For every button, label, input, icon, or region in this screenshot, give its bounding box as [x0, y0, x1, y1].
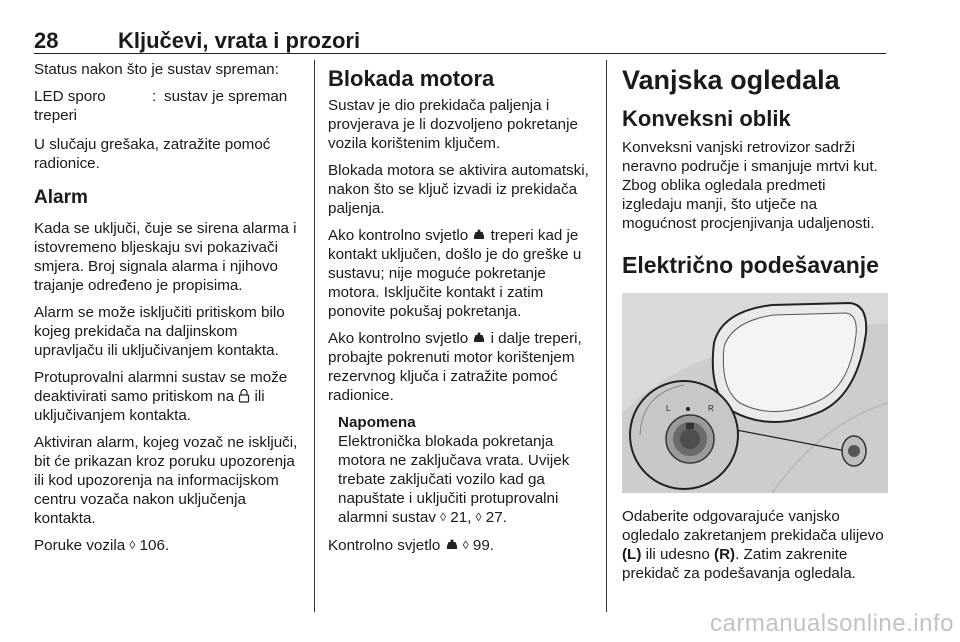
note-box [338, 413, 592, 528]
immobiliser-icon [445, 539, 459, 551]
switch-label-right: R [708, 404, 714, 413]
text-run-bold: (R) [714, 546, 736, 563]
page-header [34, 28, 886, 54]
page-reference-number[interactable]: 27. [481, 509, 507, 526]
text-run: Ako kontrolno svjetlo [328, 227, 473, 244]
section-heading-alarm: Alarm [34, 187, 88, 208]
column-left [34, 60, 302, 564]
text-run: ili uključivanjem kontakta. [34, 388, 265, 424]
text-run: Elektronička blokada pokretanja motora ne zaključava vrata. Uvijek trebate zaključati vozilo kad ga napuštate i uključiti protuprovalni alarmni sustav [338, 433, 570, 526]
mirror-switch-drawing [622, 293, 888, 493]
page-reference-icon[interactable]: ◊ [440, 510, 447, 524]
page-reference-number[interactable]: 106. [135, 537, 170, 554]
definition-description: sustav je spreman [164, 88, 288, 105]
column-divider [606, 60, 607, 612]
page-reference-icon[interactable]: ◊ [129, 538, 136, 552]
column-right [622, 60, 888, 591]
paragraph: Konveksni vanjski retrovizor sadrži neravno područje i smanjuje mrtvi kut. Zbog oblika ogledala predmeti izgledaju manji, što utječe na mogućnost procjenjivanja udaljenosti. [622, 139, 878, 232]
section-heading-blokada: Blokada motora [328, 66, 495, 91]
text-run: ili udesno [641, 546, 715, 563]
page-reference-icon[interactable]: ◊ [462, 538, 469, 552]
column-middle [328, 60, 592, 564]
switch-label-left: L [666, 404, 671, 413]
text-run: Ako kontrolno svjetlo [328, 330, 473, 347]
lock-icon [238, 388, 250, 403]
paragraph [34, 368, 302, 425]
text-run: Odaberite odgovarajuće vanjsko ogledalo zakretanjem prekidača ulijevo [622, 508, 884, 544]
paragraph: Alarm se može isključiti pritiskom bilo kojeg prekidača na daljinskom upravljaču ili uključivanjem kontakta. [34, 304, 285, 359]
paragraph: Sustav je dio prekidača paljenja i provjerava je li dozvoljeno pokretanje vozila korištenim ključem. [328, 97, 578, 152]
paragraph [328, 536, 592, 556]
page-reference-number[interactable]: 21, [446, 509, 476, 526]
note-title: Napomena [338, 414, 416, 431]
text-run: Poruke vozila [34, 537, 130, 554]
paragraph: Aktiviran alarm, kojeg vozač ne isključi, bit će prikazan kroz poruku upozorenja ili kod upozorenja na informacijskom centru vozača nakon uključenja kontakta. [34, 434, 298, 527]
page-title: Ključevi, vrata i prozori [118, 28, 361, 53]
watermark: carmanualsonline.info [710, 610, 954, 637]
immobiliser-icon [472, 229, 486, 241]
paragraph: Status nakon što je sustav spreman: [34, 61, 279, 78]
text-run: i dalje treperi, probajte pokrenuti motor korištenjem rezervnog ključa i zatražite pomoć radionice. [328, 330, 582, 404]
paragraph [328, 329, 592, 405]
mirror-switch-illustration [622, 293, 888, 493]
page-reference-icon[interactable]: ◊ [475, 510, 482, 524]
paragraph: U slučaju grešaka, zatražite pomoć radionice. [34, 136, 271, 172]
text-run-bold: (L) [622, 546, 642, 563]
immobiliser-icon [472, 332, 486, 344]
paragraph: Kada se uključi, čuje se sirena alarma i istovremeno bljeskaju svi pokazivači smjera. Broj signala alarma i njihovo trajanje određeno je propisima. [34, 220, 297, 294]
paragraph [622, 507, 888, 583]
definition-term: LED sporo treperi [34, 88, 106, 124]
page-reference-number[interactable]: 99. [468, 537, 495, 554]
subsection-heading-konveksni: Konveksni oblik [622, 106, 791, 131]
section-heading-vanjska-ogledala: Vanjska ogledala [622, 65, 840, 95]
text-run: . Zatim zakrenite prekidač za podešavanja ogledala. [622, 546, 856, 582]
paragraph [34, 536, 302, 556]
paragraph: Blokada motora se aktivira automatski, nakon što se ključ izvadi iz prekidača paljenja. [328, 162, 589, 217]
subsection-heading-elektricno: Električno podešavanje [622, 252, 879, 278]
page-number: 28 [34, 28, 59, 53]
definition-row [34, 87, 302, 125]
note-body [338, 432, 592, 528]
column-divider [314, 60, 315, 612]
text-run: treperi kad je kontakt uključen, došlo je do greške u sustavu; nije moguće pokretanje motora. Isključite kontakt i zatim ponovite pokušaj pokretanja. [328, 227, 582, 320]
text-run: Protuprovalni alarmni sustav se može deaktivirati samo pritiskom na [34, 369, 288, 405]
text-run: Kontrolno svjetlo [328, 537, 445, 554]
definition-separator: : [152, 88, 157, 105]
paragraph [328, 226, 592, 321]
